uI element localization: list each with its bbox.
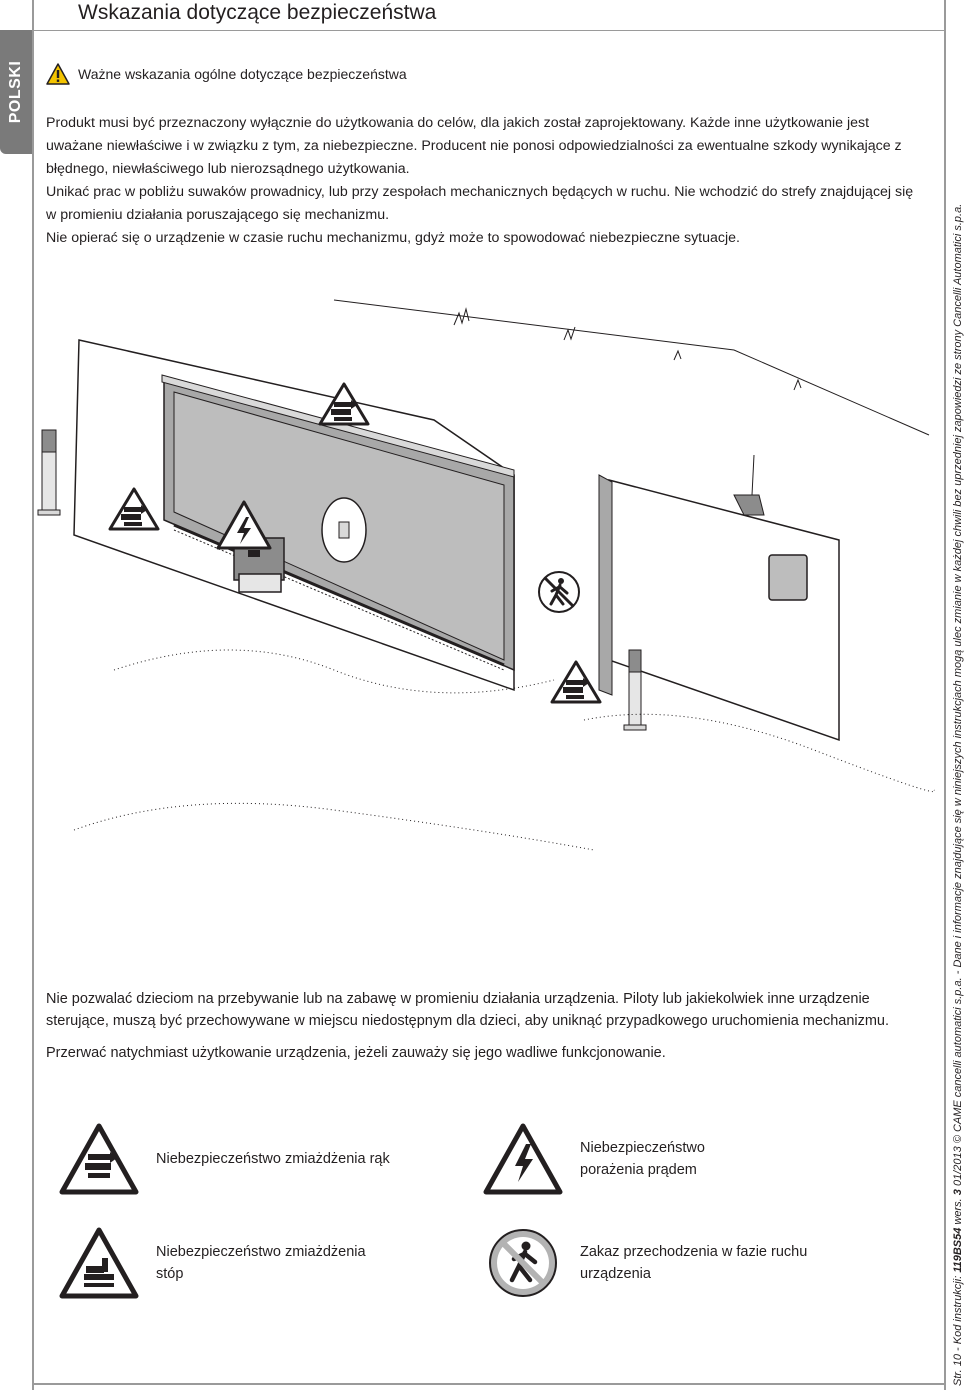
gate-illustration — [34, 270, 934, 985]
footer-version-label: wers. — [952, 1198, 964, 1225]
footer-page: Str. 10 — [952, 1354, 964, 1386]
page-title: Wskazania dotyczące bezpieczeństwa — [78, 1, 437, 24]
warning-triangle-icon — [46, 63, 70, 85]
footer-disclaimer: - Dane i informacje znajdujące się w niniejszych instrukcjach mogą ulec zmianie w każdej chwili bez uprzedniej zapowiedzi ze strony Cancelli Automatici s.p.a. — [952, 203, 964, 975]
safety-paragraph: Nie pozwalać dzieciom na przebywanie lub na zabawę w promieniu działania urządzenia. Piloty lub jakiekolwiek inne urządzenie sterujące, muszą być przechowywane w miejscu niedostępnym dla dzieci, aby uniknąć przypadkowego uruchomienia mechanizmu. — [46, 991, 890, 1029]
language-tab — [0, 30, 32, 154]
electric-shock-icon — [482, 1122, 564, 1196]
intro-text — [46, 112, 926, 250]
legend-foot-crush-label: Niebezpieczeństwo zmiażdżenia stóp — [156, 1244, 366, 1282]
subheading — [46, 62, 407, 86]
legend-electric-shock-label: Niebezpieczeństwo porażenia prądem — [580, 1140, 705, 1178]
legend-no-transit — [482, 1226, 830, 1300]
legend-no-transit-label: Zakaz przechodzenia w fazie ruchu urządzenia — [580, 1244, 808, 1282]
intro-paragraph: Unikać prac w pobliżu suwaków prowadnicy, lub przy zespołach mechanicznych będących w ruchu. Nie wchodzić do strefy znajdującej się w promieniu działania poruszającego się mechanizmu. — [46, 184, 914, 223]
safety-instructions-text — [46, 988, 926, 1074]
footer-code-label: - Kod instrukcji: — [952, 1275, 964, 1351]
intro-paragraph: Produkt musi być przeznaczony wyłącznie do użytkowania do celów, dla jakich został zaprojektowany. Każde inne użytkowanie jest uważane niewłaściwe i w związku z tym, za niebezpieczne. Producent nie ponosi odpowiedzialności za ewentualne szkody wynikające z błędnego, niewłaściwego lub nierozsądnego użytkowania. — [46, 115, 902, 177]
footer-copyright: © CAME cancelli automatici s.p.a. — [952, 977, 964, 1144]
legend-hand-crush-label: Niebezpieczeństwo zmiażdżenia rąk — [156, 1151, 390, 1167]
footer-code: 119BS54 — [952, 1227, 964, 1273]
language-tab-label: POLSKI — [7, 60, 24, 124]
page-frame-bottom — [32, 1383, 946, 1385]
footer-date: 01/2013 — [952, 1146, 964, 1187]
subheading-text: Ważne wskazania ogólne dotyczące bezpieczeństwa — [78, 66, 407, 82]
hand-crush-icon — [58, 1122, 140, 1196]
safety-paragraph: Przerwać natychmiast użytkowanie urządzenia, jeżeli zauważy się jego wadliwe funkcjonowanie. — [46, 1045, 666, 1061]
footer-version: 3 — [952, 1189, 964, 1196]
no-pedestrian-icon — [482, 1226, 564, 1300]
foot-crush-icon — [552, 662, 600, 702]
legend-foot-crush — [58, 1226, 396, 1300]
no-pedestrian-icon — [539, 572, 579, 612]
legend-hand-crush — [58, 1122, 396, 1196]
foot-crush-icon — [58, 1226, 140, 1300]
legend-electric-shock — [482, 1122, 730, 1196]
intro-paragraph: Nie opierać się o urządzenie w czasie ruchu mechanizmu, gdyż może to spowodować niebezpieczne sytuacje. — [46, 230, 740, 246]
header-band — [34, 0, 944, 31]
page-frame-right — [944, 0, 946, 1390]
footer-note — [952, 203, 964, 1386]
